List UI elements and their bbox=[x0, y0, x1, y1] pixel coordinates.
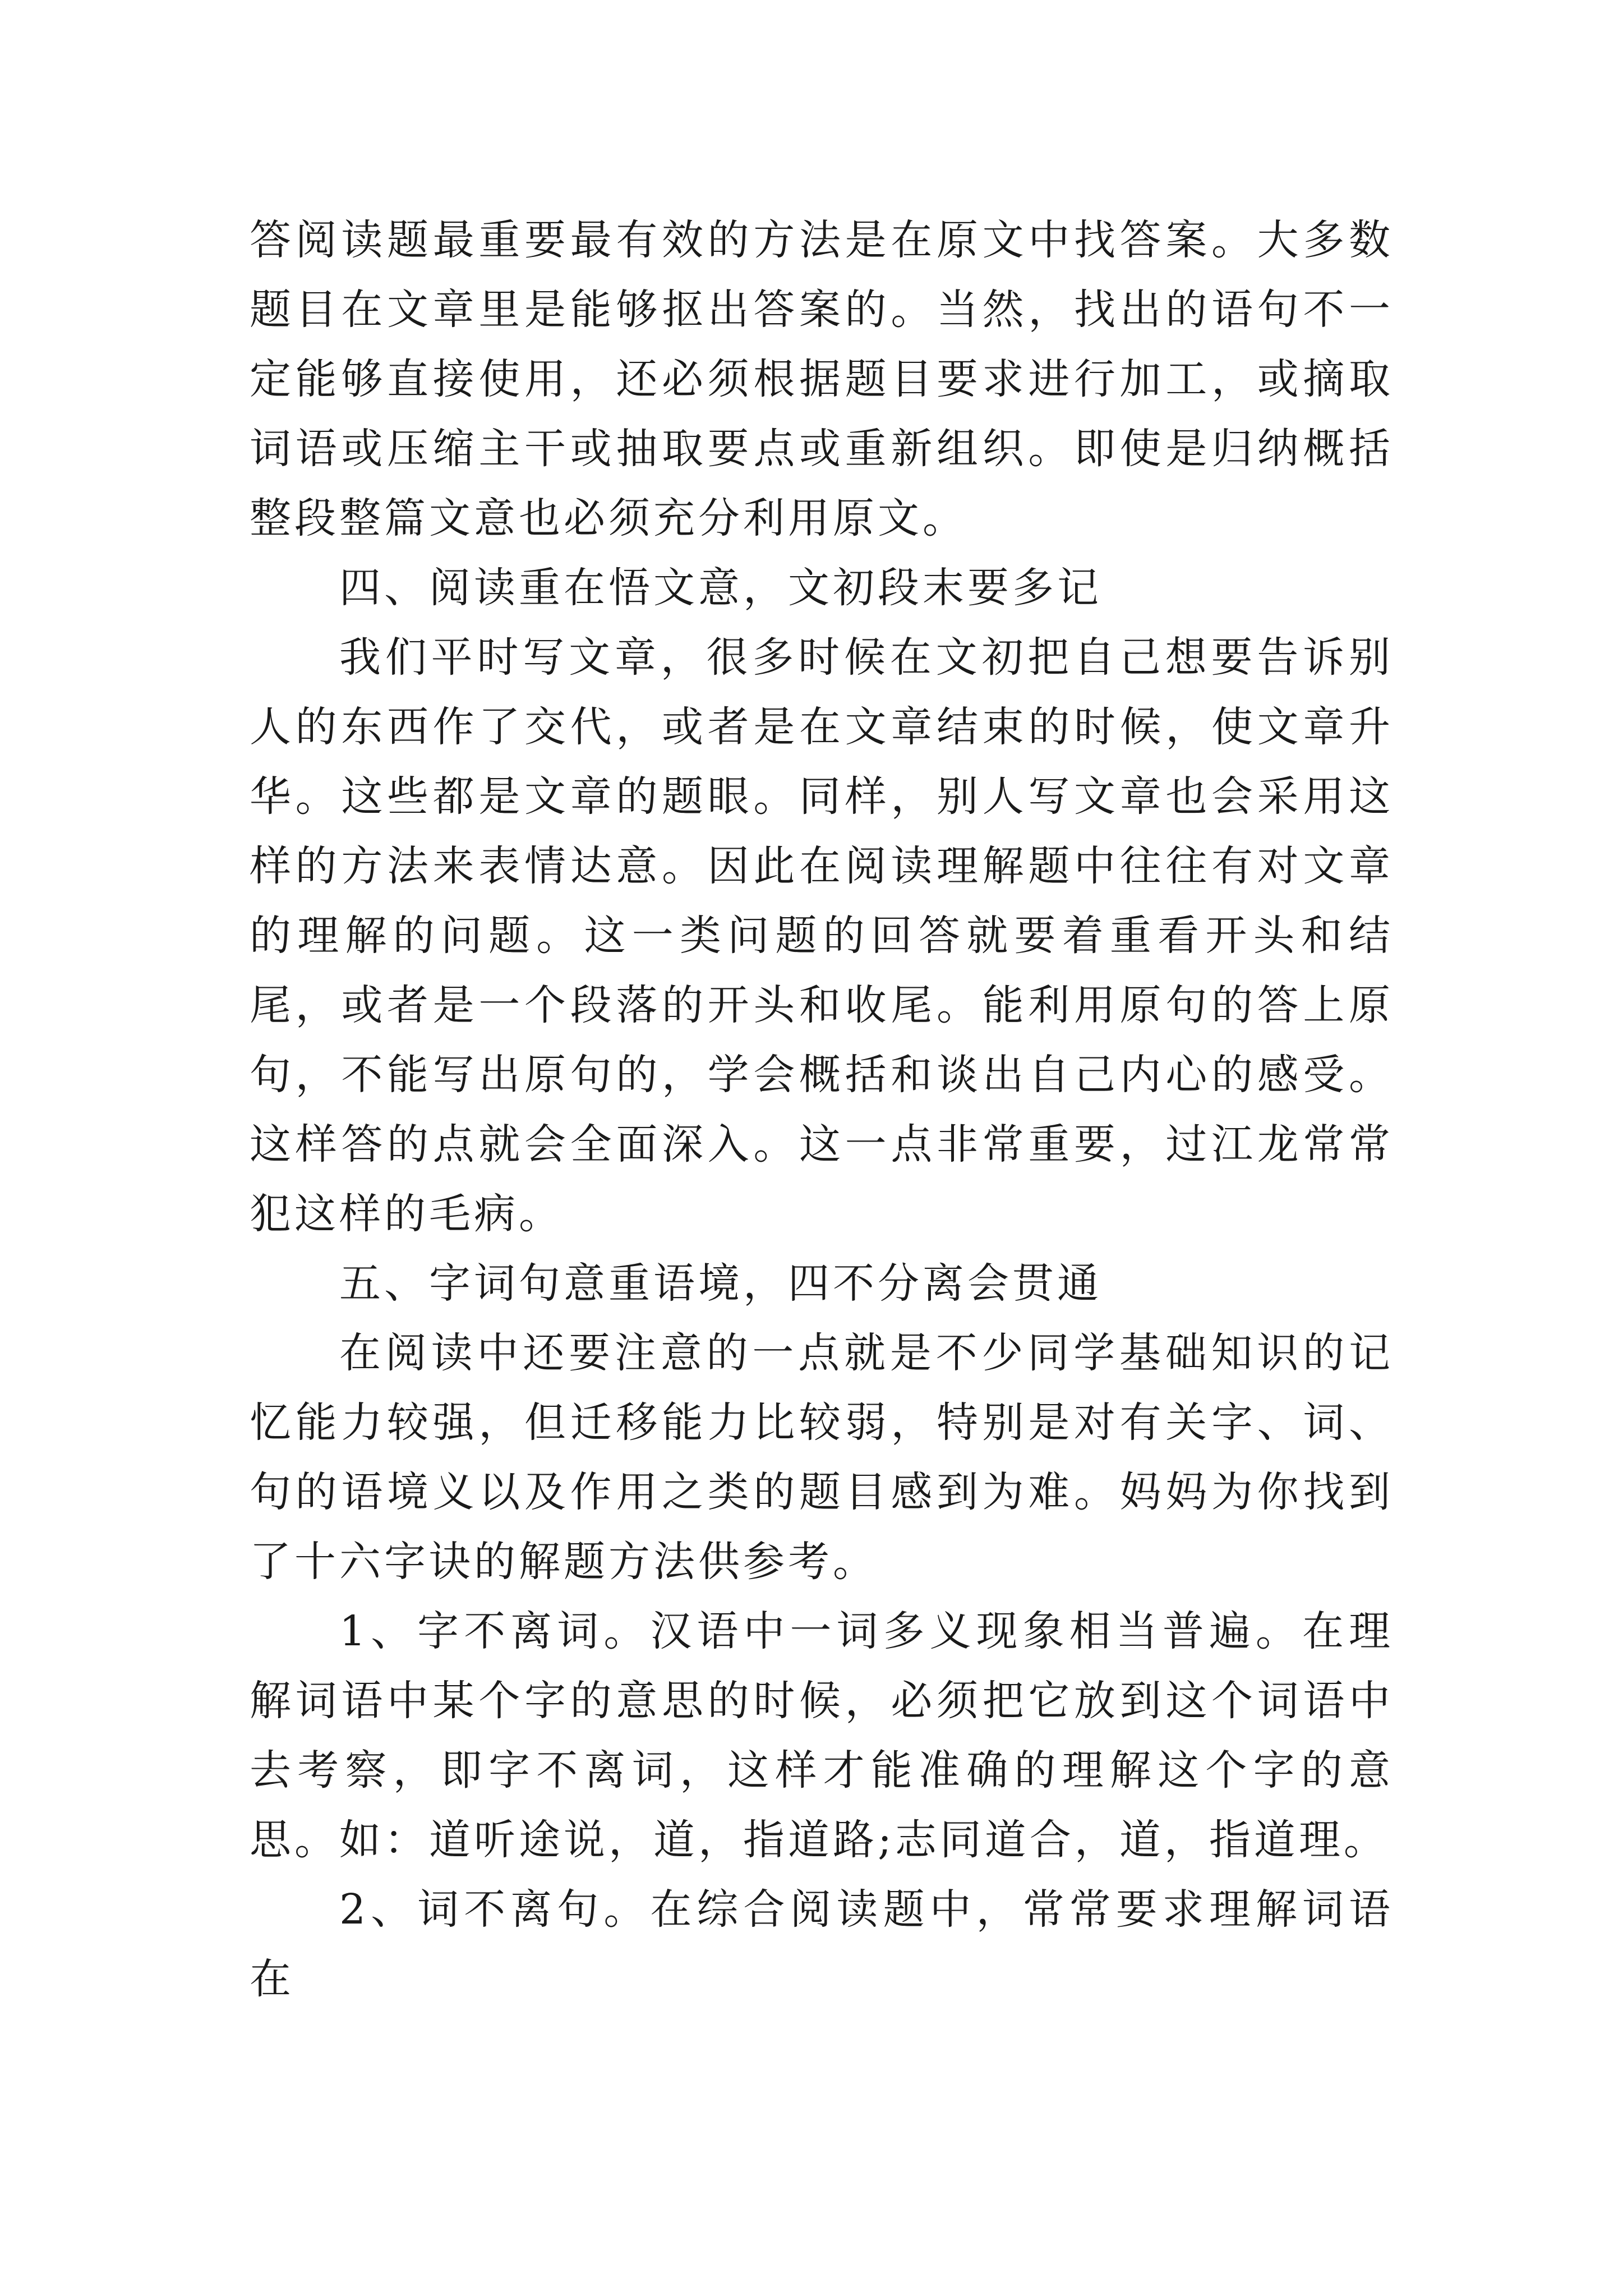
paragraph-answer-method: 答阅读题最重要最有效的方法是在原文中找答案。大多数题目在文章里是能够抠出答案的。当然，找出的语句不一定能够直接使用，还必须根据题目要求进行加工，或摘取词语或压缩主干或抽取要点或重新组织。即使是归纳概括整段整篇文意也必须充分利用原文。 bbox=[250, 216, 1394, 542]
paragraph-char-in-word: 1、字不离词。汉语中一词多义现象相当普遍。在理解词语中某个字的意思的时候，必须把它放到这个词语中去考察，即字不离词，这样才能准确的理解这个字的意思。如：道听途说，道，指道路;志同道合，道，指道理。 bbox=[250, 1607, 1394, 1864]
paragraph-opening-ending: 我们平时写文章，很多时候在文初把自己想要告诉别人的东西作了交代，或者是在文章结束的时候，使文章升华。这些都是文章的题眼。同样，别人写文章也会采用这样的方法来表情达意。因此在阅读理解题中往往有对文章的理解的问题。这一类问题的回答就要着重看开头和结尾，或者是一个段落的开头和收尾。能利用原句的答上原句，不能写出原句的，学会概括和谈出自己内心的感受。这样答的点就会全面深入。这一点非常重要，过江龙常常犯这样的毛病。 bbox=[250, 633, 1394, 1238]
paragraph-word-in-sentence: 2、词不离句。在综合阅读题中，常常要求理解词语在 bbox=[250, 1885, 1394, 2003]
document-body bbox=[250, 205, 1394, 2014]
section-heading-four: 四、阅读重在悟文意，文初段末要多记 bbox=[339, 564, 1102, 612]
section-heading-five: 五、字词句意重语境，四不分离会贯通 bbox=[339, 1259, 1102, 1308]
paragraph-context-skill: 在阅读中还要注意的一点就是不少同学基础知识的记忆能力较强，但迁移能力比较弱，特别是对有关字、词、句的语境义以及作用之类的题目感到为难。妈妈为你找到了十六字诀的解题方法供参考。 bbox=[250, 1329, 1394, 1586]
